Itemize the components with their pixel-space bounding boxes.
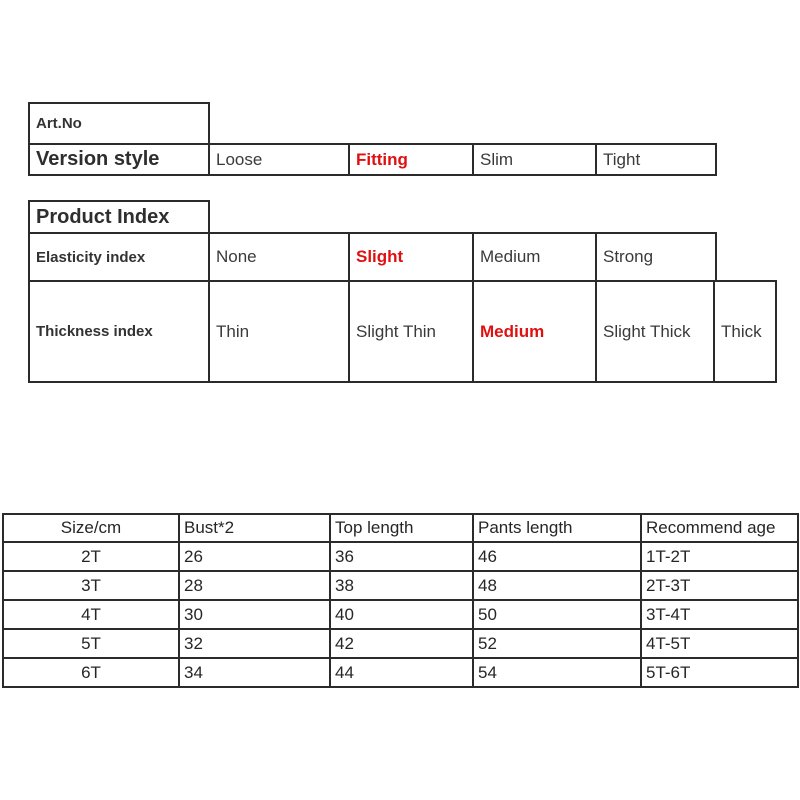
header-pants-length: Pants length <box>473 514 641 542</box>
header-recommend-age: Recommend age <box>641 514 798 542</box>
size-row-2t <box>3 542 798 571</box>
version-option-slim: Slim <box>472 143 597 176</box>
size-row-3t <box>3 571 798 600</box>
size-chart-header-row <box>3 514 798 542</box>
version-option-fitting: Fitting <box>348 143 474 176</box>
thickness-option-slight-thin: Slight Thin <box>348 280 474 383</box>
version-style-label: Version style <box>28 143 210 176</box>
size-cell: 2T <box>3 542 179 571</box>
pants-length-cell: 50 <box>473 600 641 629</box>
bust-cell: 26 <box>179 542 330 571</box>
size-row-4t <box>3 600 798 629</box>
header-size-cm: Size/cm <box>3 514 179 542</box>
size-row-5t <box>3 629 798 658</box>
pants-length-cell: 52 <box>473 629 641 658</box>
top-length-cell: 38 <box>330 571 473 600</box>
size-chart-table <box>2 513 799 688</box>
version-option-tight: Tight <box>595 143 717 176</box>
thickness-option-medium: Medium <box>472 280 597 383</box>
top-length-cell: 36 <box>330 542 473 571</box>
recommend-age-cell: 2T-3T <box>641 571 798 600</box>
recommend-age-cell: 1T-2T <box>641 542 798 571</box>
elasticity-option-strong: Strong <box>595 232 717 282</box>
bust-cell: 28 <box>179 571 330 600</box>
pants-length-cell: 54 <box>473 658 641 687</box>
size-cell: 4T <box>3 600 179 629</box>
recommend-age-cell: 3T-4T <box>641 600 798 629</box>
bust-cell: 32 <box>179 629 330 658</box>
elasticity-label: Elasticity index <box>28 232 210 282</box>
pants-length-cell: 46 <box>473 542 641 571</box>
top-length-cell: 42 <box>330 629 473 658</box>
bust-cell: 30 <box>179 600 330 629</box>
thickness-option-slight-thick: Slight Thick <box>595 280 715 383</box>
recommend-age-cell: 5T-6T <box>641 658 798 687</box>
top-length-cell: 44 <box>330 658 473 687</box>
size-cell: 3T <box>3 571 179 600</box>
header-top-length: Top length <box>330 514 473 542</box>
elasticity-option-slight: Slight <box>348 232 474 282</box>
size-cell: 6T <box>3 658 179 687</box>
header-bust: Bust*2 <box>179 514 330 542</box>
version-option-loose: Loose <box>208 143 350 176</box>
elasticity-option-medium: Medium <box>472 232 597 282</box>
thickness-label: Thickness index <box>28 280 210 383</box>
recommend-age-cell: 4T-5T <box>641 629 798 658</box>
thickness-option-thin: Thin <box>208 280 350 383</box>
art-no-cell: Art.No <box>28 102 210 145</box>
thickness-option-thick: Thick <box>713 280 777 383</box>
bust-cell: 34 <box>179 658 330 687</box>
size-row-6t <box>3 658 798 687</box>
elasticity-option-none: None <box>208 232 350 282</box>
product-index-header: Product Index <box>28 200 210 234</box>
pants-length-cell: 48 <box>473 571 641 600</box>
size-cell: 5T <box>3 629 179 658</box>
top-length-cell: 40 <box>330 600 473 629</box>
